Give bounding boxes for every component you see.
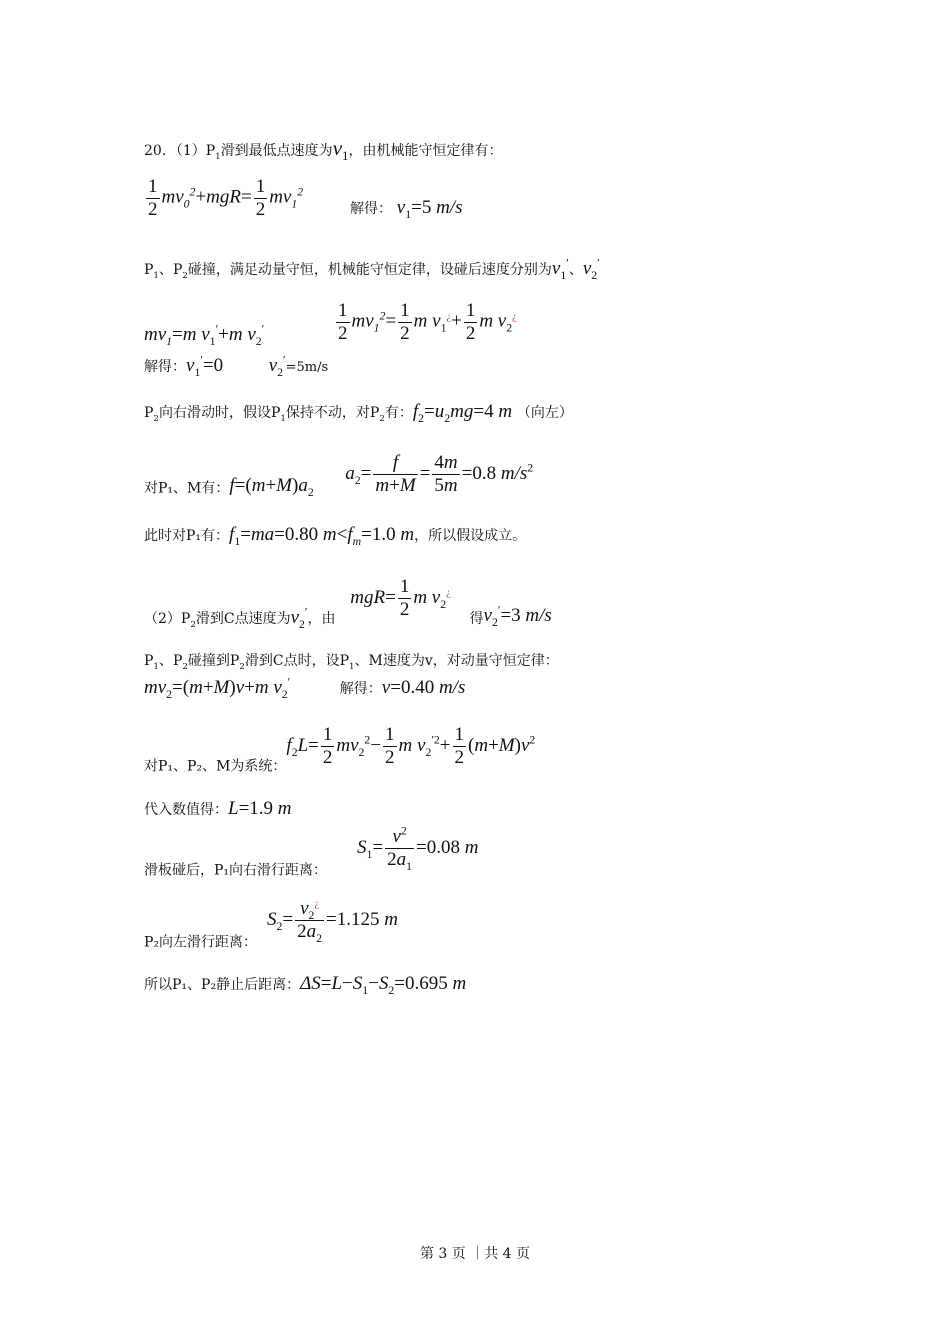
l-value-line: 代入数值得：L=1.9 m: [144, 798, 292, 819]
part2-line: $(2)P_2$滑到C点速度为$v_2'$，由 mgR= $\frac{1}{2}$ m $v_2^¿$ 得$v_2'=3$ m/s: [144, 576, 552, 631]
momentum-equation: $mv_1=m$ $v_1'+m$ $v_2'$: [144, 322, 265, 348]
s2-label: P₂向左滑行距离：: [144, 934, 258, 951]
p2-slide-line: $P_2$向右滑动时，假设$P_1$保持不动，对$P_2$有：$f_2=u_2mg=4$ m （向左）: [144, 401, 573, 425]
s1-label: 滑板碰后，P₁向右滑行距离：: [144, 862, 328, 879]
p1-check-line: 此时对P₁有：$f_1=ma=0.80$ $m<f_m=1.0$ m，所以假设成立。: [144, 524, 527, 548]
assumption-holds: ，所以假设成立。: [414, 528, 527, 544]
solve-label: 解得：: [350, 201, 392, 217]
s2-line: P₂向左滑行距离：$S_2=$ $\frac{v_2^¿}{2a_2}$ =1.125 m: [144, 898, 398, 951]
energy-equation-collision: $\frac{1}{2}$ $mv_1^2=$ $\frac{1}{2}$ m $v_1^¿+$ $\frac{1}{2}$ m $v_2^¿$: [338, 300, 517, 344]
p1-check-label: 此时对P₁有：: [144, 528, 230, 544]
collision-result-line: 解得：$v_1'=0$ $v_2'=5m/s$: [144, 353, 329, 379]
direction-note: （向左）: [516, 405, 573, 421]
momentum-c-line: $mv_2=(m+M)v+m$ $v_2'$ 解得：v=0.40 m/s: [144, 675, 466, 701]
substitute-label: 代入数值得：: [144, 802, 228, 818]
problem-number: 20．: [144, 143, 176, 159]
s1-line: 滑板碰后，P₁向右滑行距离：$S_1=$ $\frac{v^2}{2a_1}$ =0.08 m: [144, 824, 479, 879]
p1m-line: 对P₁、M有：$f=(m+M)a_2$ $a_2=$ $\frac{f}{m+M}$ = $\frac{4m}{5m}$ =0.8 $m/s^2$: [144, 452, 534, 499]
problem-intro-line: 20．$(1)P_1$滑到最低点速度为$v_1$，由机械能守恒定律有：: [144, 136, 503, 164]
part2-get: 得: [469, 610, 484, 627]
final-line: 所以P₁、P₂静止后距离：$\Delta S=L-S_1-S_2=0.695$ m: [144, 973, 467, 997]
collision-intro: $P_1$、$P_2$碰撞，满足动量守恒，机械能守恒定律，设碰后速度分别为$v_1'$、$v_2'$: [144, 256, 600, 282]
v1-result-line: [350, 197, 463, 221]
final-label: 所以P₁、P₂静止后距离：: [144, 977, 301, 993]
system-label: 对P₁、P₂、M为系统：: [144, 758, 287, 775]
energy-conservation-equation: $\frac{1}{2}$ $mv_0^2+mgR=$ $\frac{1}{2}$ $mv_1^2$: [148, 176, 304, 220]
p1m-label: 对P₁、M有：: [144, 480, 230, 497]
page-footer: 第 3 页 ｜共 4 页: [419, 1246, 531, 1262]
momentum-intro: $P_1$、$P_2$碰撞到$P_2$滑到C点时，设$P_1$、M速度为v，对动量守恒定律：: [144, 653, 559, 672]
system-energy-line: 对P₁、P₂、M为系统：$f_2L=$ $\frac{1}{2}$ $mv_2^2-$ $\frac{1}{2}$ m $v_2^{'2}+$ $\frac{1}{2}$ $(m+M)v^2$: [144, 724, 536, 775]
v1-result: $v_1=5$ m/s: [396, 197, 463, 221]
